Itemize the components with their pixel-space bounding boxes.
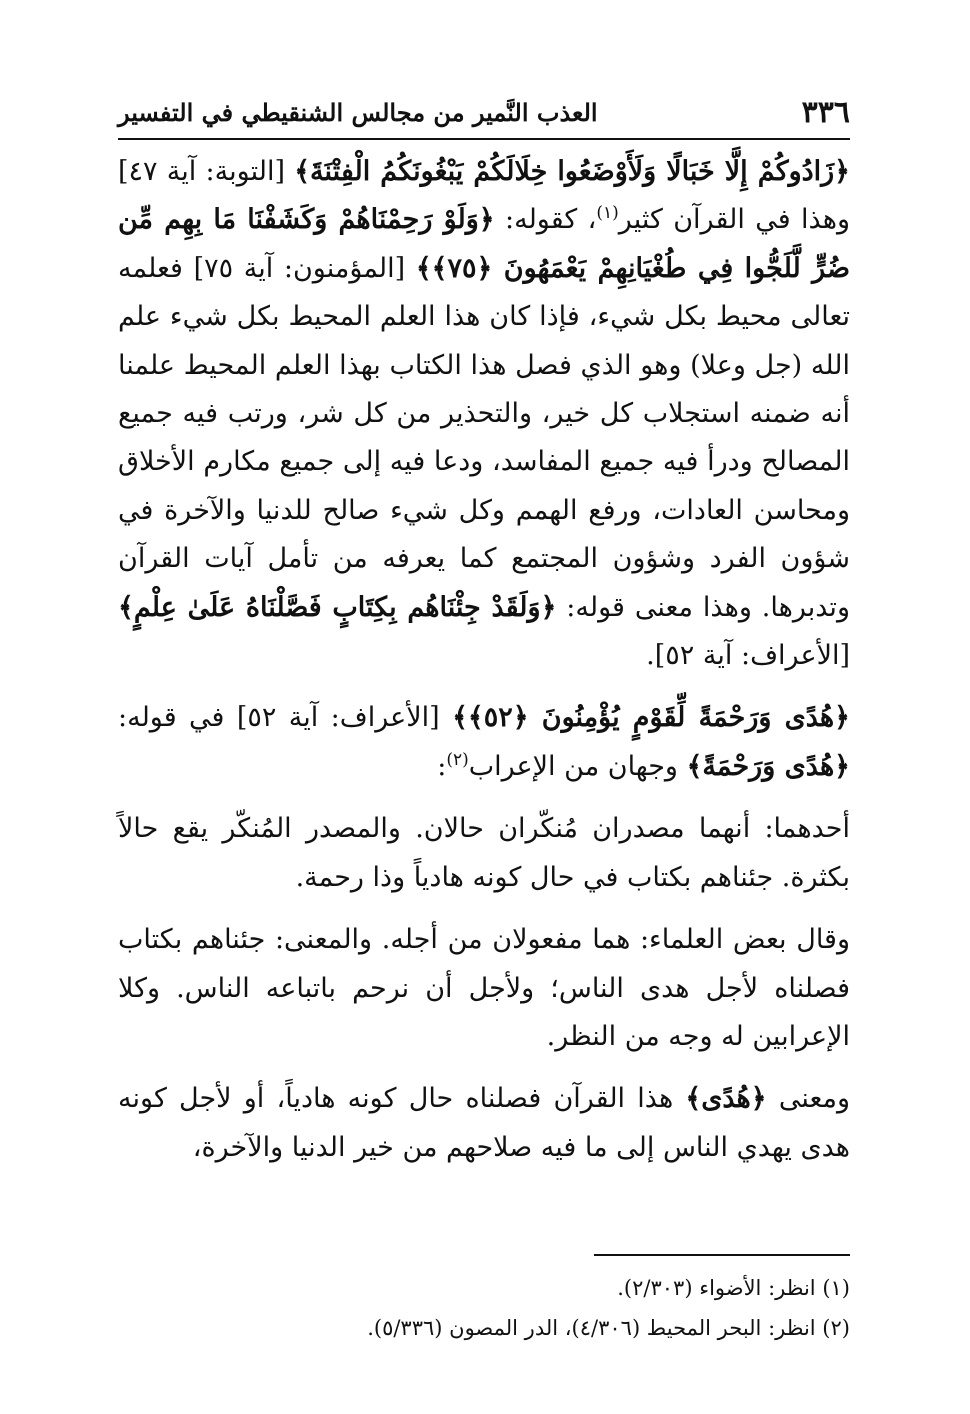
running-title: العذب النَّمير من مجالس الشنقيطي في التفسير xyxy=(118,97,598,127)
quran-verse: ﴿هُدًى وَرَحْمَةً لِّقَوْمٍ يُؤْمِنُونَ ﴿٥٢﴾﴾ xyxy=(452,702,850,734)
text-run: ومعنى xyxy=(766,1083,851,1115)
header-rule xyxy=(118,138,850,140)
quran-verse: ﴿وَلَقَدْ جِئْنَاهُم بِكِتَابٍ فَصَّلْنَاهُ عَلَىٰ عِلْمٍ﴾ xyxy=(118,591,557,623)
page-header xyxy=(118,92,850,132)
body-text xyxy=(118,148,850,1186)
text-run: ، كقوله: xyxy=(494,204,597,236)
text-run: [المؤمنون: آية ٧٥] فعلمه تعالى محيط بكل شيء، فإذا كان هذا العلم المحيط بكل شيء علم الله (جل وعلا) وهو الذي فصل هذا الكتاب بهذا العلم المحيط علمنا أنه ضمنه استجلاب كل خير، والتحذير من كل شر، ورتب فيه جميع المصالح ودرأ فيه جميع المفاسد، ودعا فيه إلى جميع مكارم الأخلاق ومحاسن العادات، ورفع الهمم وكل شيء صالح للدنيا والآخرة في شؤون الفرد وشؤون المجتمع كما يعرفه من تأمل آيات القرآن وتدبرها. وهذا معنى قوله: xyxy=(118,252,850,623)
quran-verse: ﴿هُدًى وَرَحْمَةً﴾ xyxy=(686,750,850,782)
paragraph-3: أحدهما: أنهما مصدران مُنكّران حالان. والمصدر المُنكّر يقع حالاً بكثرة. جئناهم بكتاب في حال كونه هادياً وذا رحمة. xyxy=(118,813,850,893)
paragraph-4: وقال بعض العلماء: هما مفعولان من أجله. والمعنى: جئناهم بكتاب فصلناه لأجل هدى الناس؛ ولأجل أن نرحم باتباعه الناس. وكلا الإعرابين له وجه من النظر. xyxy=(118,924,850,1052)
footnotes xyxy=(118,1268,850,1348)
text-run: : xyxy=(437,750,447,782)
page-number: ٣٣٦ xyxy=(801,94,850,130)
quran-verse: ﴿هُدًى﴾ xyxy=(685,1083,767,1115)
quran-verse: ﴿زَادُوكُمْ إِلَّا خَبَالًا وَلَأَوْضَعُوا خِلَالَكُمْ يَبْغُونَكُمُ الْفِتْنَةَ﴾ xyxy=(294,156,850,187)
paragraph-5 xyxy=(118,1075,850,1172)
quran-verse: ﴿وَلَوْ رَحِمْنَاهُمْ وَكَشَفْنَا مَا بِهِم مِّن ضُرٍّ لَّلَجُّوا فِي طُغْيَانِهِمْ يَعْمَهُونَ ﴿٧٥﴾﴾ xyxy=(118,204,850,284)
text-run: وجهان من الإعراب xyxy=(468,750,687,782)
footnote-2: (٢) انظر: البحر المحيط (٤/٣٠٦)، الدر المصون (٥/٣٣٦). xyxy=(367,1316,850,1340)
footnote-ref-2: (٢) xyxy=(446,749,469,770)
text-run: [الأعراف: آية ٥٢] في قوله: xyxy=(118,702,453,734)
footnote-ref-1: (١) xyxy=(596,203,619,224)
footnote-1: (١) انظر: الأضواء (٢/٣٠٣). xyxy=(617,1276,850,1300)
paragraph-2 xyxy=(118,694,850,791)
paragraph-1 xyxy=(118,148,850,680)
text-run: هذا القرآن فصلناه حال كونه هادياً، أو لأجل كونه هدى يهدي الناس إلى ما فيه صلاحهم من خير الدنيا والآخرة، xyxy=(118,1083,850,1163)
text-run: [التوبة: آية ٤٧] وهذا في القرآن كثير xyxy=(118,156,850,236)
text-run: [الأعراف: آية ٥٢]. xyxy=(646,640,850,672)
footnote-rule xyxy=(594,1254,850,1256)
